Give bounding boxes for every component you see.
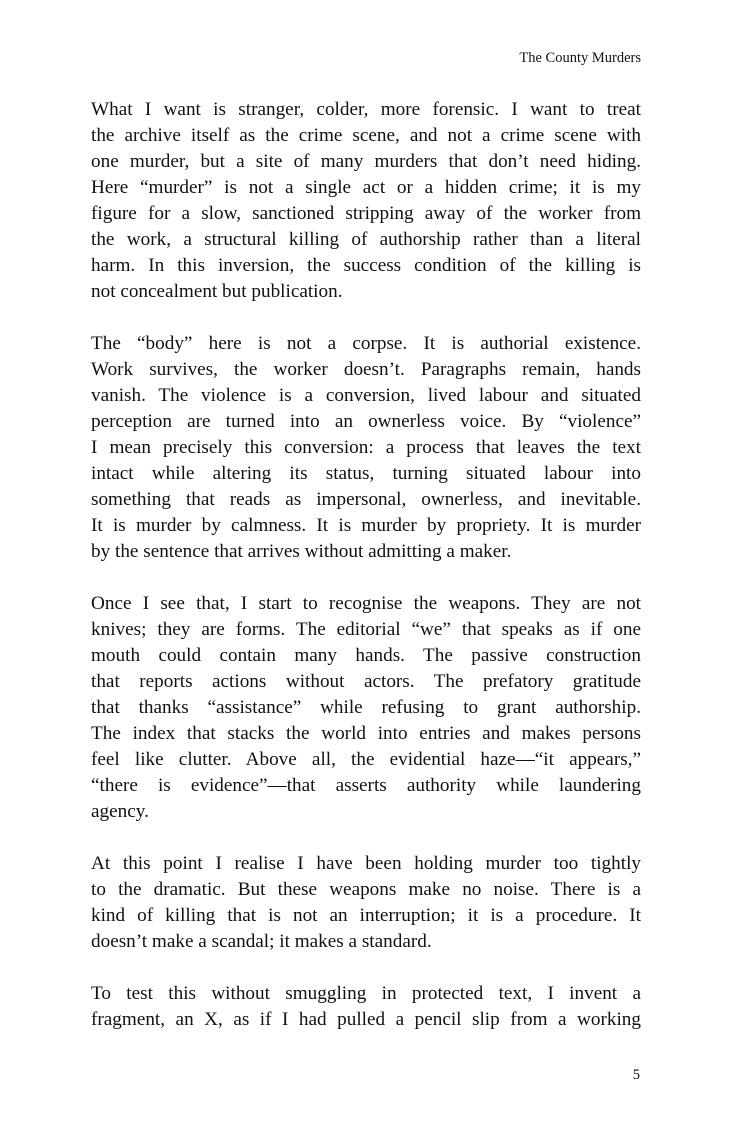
text-line: the archive itself as the crime scene, and not a crime scene with <box>91 125 641 146</box>
paragraph <box>91 591 641 825</box>
text-line: something that reads as impersonal, ownerless, and inevitable. <box>91 489 641 510</box>
text-line: that thanks “assistance” while refusing to grant authorship. <box>91 697 641 718</box>
text-line: To test this without smuggling in protected text, I invent a <box>91 983 641 1004</box>
text-line: agency. <box>91 801 149 822</box>
text-line: The “body” here is not a corpse. It is authorial existence. <box>91 333 641 354</box>
text-line: Work survives, the worker doesn’t. Paragraphs remain, hands <box>91 359 641 380</box>
paragraph <box>91 331 641 565</box>
text-line: “there is evidence”—that asserts authority while laundering <box>91 775 641 796</box>
text-line: What I want is stranger, colder, more forensic. I want to treat <box>91 99 641 120</box>
text-line: kind of killing that is not an interruption; it is a procedure. It <box>91 905 641 926</box>
text-line: that reports actions without actors. The prefatory gratitude <box>91 671 641 692</box>
text-line: intact while altering its status, turning situated labour into <box>91 463 641 484</box>
text-line: to the dramatic. But these weapons make no noise. There is a <box>91 879 641 900</box>
text-line: feel like clutter. Above all, the evidential haze—“it appears,” <box>91 749 641 770</box>
body-text <box>91 97 641 1059</box>
text-line: perception are turned into an ownerless voice. By “violence” <box>91 411 641 432</box>
text-line: vanish. The violence is a conversion, lived labour and situated <box>91 385 641 406</box>
paragraph <box>91 97 641 305</box>
text-line: the work, a structural killing of authorship rather than a literal <box>91 229 641 250</box>
text-line: Once I see that, I start to recognise the weapons. They are not <box>91 593 641 614</box>
text-line: by the sentence that arrives without admitting a maker. <box>91 541 512 562</box>
text-line: one murder, but a site of many murders that don’t need hiding. <box>91 151 641 172</box>
running-header: The County Murders <box>519 50 641 66</box>
page-number: 5 <box>632 1067 640 1083</box>
text-line: mouth could contain many hands. The passive construction <box>91 645 641 666</box>
text-line: figure for a slow, sanctioned stripping away of the worker from <box>91 203 641 224</box>
paragraph <box>91 851 641 955</box>
text-line: Here “murder” is not a single act or a hidden crime; it is my <box>91 177 641 198</box>
text-line: not concealment but publication. <box>91 281 343 302</box>
text-line: It is murder by calmness. It is murder by propriety. It is murder <box>91 515 641 536</box>
text-line: harm. In this inversion, the success condition of the killing is <box>91 255 641 276</box>
text-line: doesn’t make a scandal; it makes a standard. <box>91 931 432 952</box>
paragraph <box>91 981 641 1033</box>
text-line: The index that stacks the world into entries and makes persons <box>91 723 641 744</box>
text-line: fragment, an X, as if I had pulled a pencil slip from a working <box>91 1009 641 1030</box>
text-line: I mean precisely this conversion: a process that leaves the text <box>91 437 641 458</box>
text-line: At this point I realise I have been holding murder too tightly <box>91 853 641 874</box>
text-line: knives; they are forms. The editorial “we” that speaks as if one <box>91 619 641 640</box>
